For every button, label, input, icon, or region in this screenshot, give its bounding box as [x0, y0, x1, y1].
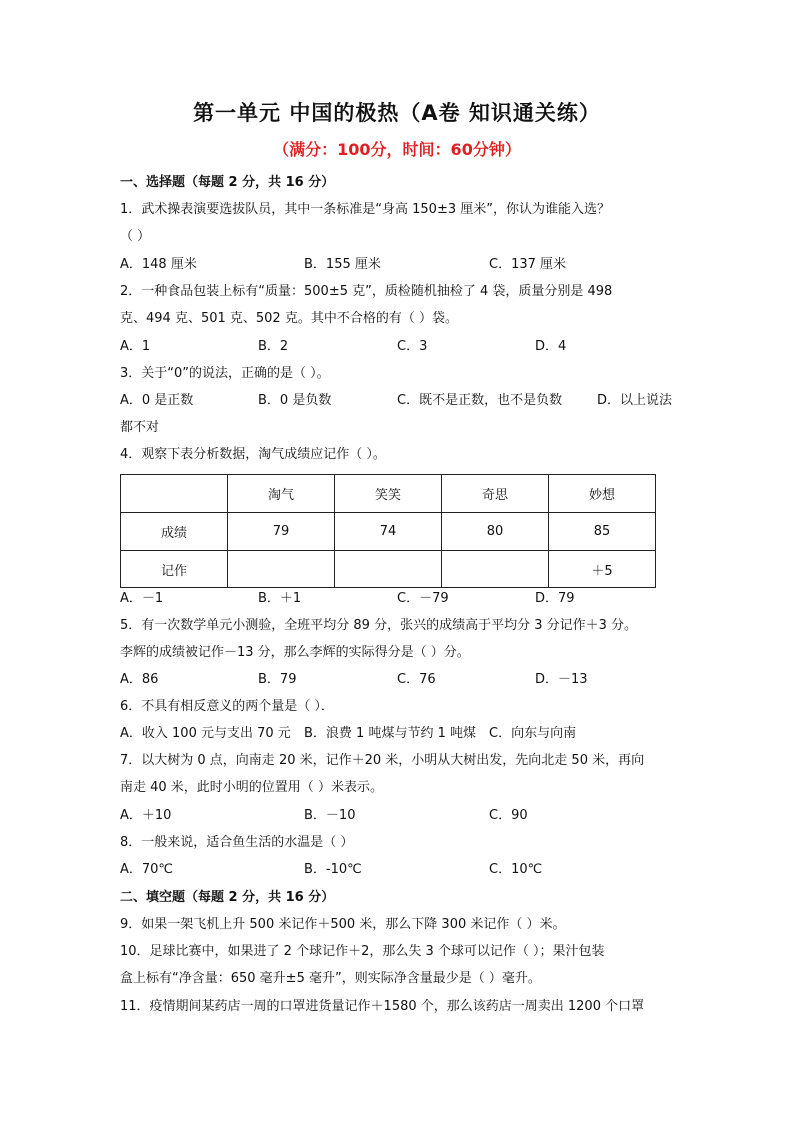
- q5-option-d: D．－13: [535, 672, 588, 687]
- q2-option-c: C．3: [397, 339, 428, 354]
- table-row: [121, 551, 656, 588]
- q6-option-a: A．收入 100 元与支出 70 元: [120, 726, 291, 741]
- question-4-text: 4．观察下表分析数据，淘气成绩应记作（ ）。: [120, 447, 386, 462]
- q5-option-a: A．86: [120, 672, 159, 687]
- q3-option-d: D．以上说法: [597, 393, 673, 408]
- question-11-text: 11．疫情期间某药店一周的口罩进货量记作＋1580 个，那么该药店一周卖出 1200 个口罩: [120, 999, 645, 1014]
- q3-option-d-cont: 都不对: [120, 420, 160, 435]
- section-heading-fill: 二、填空题（每题 2 分，共 16 分）: [120, 890, 335, 905]
- q1-option-c: C．137 厘米: [489, 257, 567, 272]
- q3-option-c: C．既不是正数，也不是负数: [397, 393, 563, 408]
- question-1-text: 1．武术操表演要选拔队员，其中一条标准是“身高 150±3 厘米”，你认为谁能入选？: [120, 202, 610, 217]
- q1-option-a: A．148 厘米: [120, 257, 197, 272]
- table-header-cell: 笑笑: [334, 475, 441, 513]
- question-5-text-cont: 李辉的成绩被记作－13 分，那么李辉的实际得分是（ ）分。: [120, 645, 470, 660]
- question-7-text: 7．以大树为 0 点，向南走 20 米，记作＋20 米，小明从大树出发，先向北走 50 米，再向: [120, 753, 645, 768]
- table-header-row: [121, 475, 656, 513]
- table-cell: [227, 551, 334, 588]
- table-cell: 85: [548, 513, 655, 551]
- question-3-text: 3．关于“0”的说法，正确的是（ ）。: [120, 366, 330, 381]
- q1-option-b: B．155 厘米: [304, 257, 381, 272]
- score-table: [120, 474, 656, 588]
- table-header-cell: 淘气: [227, 475, 334, 513]
- q7-option-a: A．＋10: [120, 808, 172, 823]
- table-cell: ＋5: [548, 551, 655, 588]
- question-8-text: 8．一般来说，适合鱼生活的水温是（ ）: [120, 835, 354, 850]
- q2-option-d: D．4: [535, 339, 567, 354]
- q4-option-b: B．＋1: [258, 591, 302, 606]
- question-6-text: 6．不具有相反意义的两个量是（ ）．: [120, 699, 334, 714]
- question-2-text: 2．一种食品包装上标有“质量：500±5 克”，质检随机抽检了 4 袋，质量分别是 498: [120, 284, 613, 299]
- question-1-blank: （ ）: [120, 229, 151, 244]
- table-cell: [441, 551, 548, 588]
- q4-option-d: D．79: [535, 591, 575, 606]
- table-cell: 74: [334, 513, 441, 551]
- q8-option-a: A．70℃: [120, 862, 174, 877]
- q4-option-c: C．－79: [397, 591, 449, 606]
- table-row: [121, 513, 656, 551]
- q6-option-c: C．向东与向南: [489, 726, 577, 741]
- question-10-text-cont: 盒上标有“净含量：650 毫升±5 毫升”，则实际净含量最少是（ ）毫升。: [120, 971, 541, 986]
- q8-option-c: C．10℃: [489, 862, 543, 877]
- question-9-text: 9．如果一架飞机上升 500 米记作＋500 米，那么下降 300 米记作（ ）米。: [120, 917, 566, 932]
- q5-option-b: B．79: [258, 672, 297, 687]
- question-5-text: 5．有一次数学单元小测验，全班平均分 89 分，张兴的成绩高于平均分 3 分记作＋3 分。: [120, 618, 638, 633]
- table-header-cell: 妙想: [548, 475, 655, 513]
- q4-option-a: A．－1: [120, 591, 164, 606]
- q3-option-b: B．0 是负数: [258, 393, 332, 408]
- q2-option-a: A．1: [120, 339, 151, 354]
- table-cell: 79: [227, 513, 334, 551]
- table-header-cell: 奇思: [441, 475, 548, 513]
- table-cell: [334, 551, 441, 588]
- q6-option-b: B．浪费 1 吨煤与节约 1 吨煤: [304, 726, 476, 741]
- q2-option-b: B．2: [258, 339, 289, 354]
- question-7-text-cont: 南走 40 米，此时小明的位置用（ ）米表示。: [120, 780, 383, 795]
- question-2-text-cont: 克、494 克、501 克、502 克。其中不合格的有（ ）袋。: [120, 311, 458, 326]
- q7-option-c: C．90: [489, 808, 528, 823]
- table-cell: 80: [441, 513, 548, 551]
- table-row-label: 记作: [121, 551, 228, 588]
- table-row-label: 成绩: [121, 513, 228, 551]
- table-cell: [121, 475, 228, 513]
- question-10-text: 10．足球比赛中，如果进了 2 个球记作＋2，那么失 3 个球可以记作（ ）；果汁包装: [120, 944, 605, 959]
- q5-option-c: C．76: [397, 672, 436, 687]
- q7-option-b: B．－10: [304, 808, 356, 823]
- q8-option-b: B．-10℃: [304, 862, 362, 877]
- page-title: 第一单元 中国的极热（A卷 知识通关练）: [193, 101, 601, 125]
- q3-option-a: A．0 是正数: [120, 393, 194, 408]
- section-heading-choice: 一、选择题（每题 2 分，共 16 分）: [120, 175, 335, 190]
- page-subtitle: （满分：100分，时间：60分钟）: [273, 140, 521, 159]
